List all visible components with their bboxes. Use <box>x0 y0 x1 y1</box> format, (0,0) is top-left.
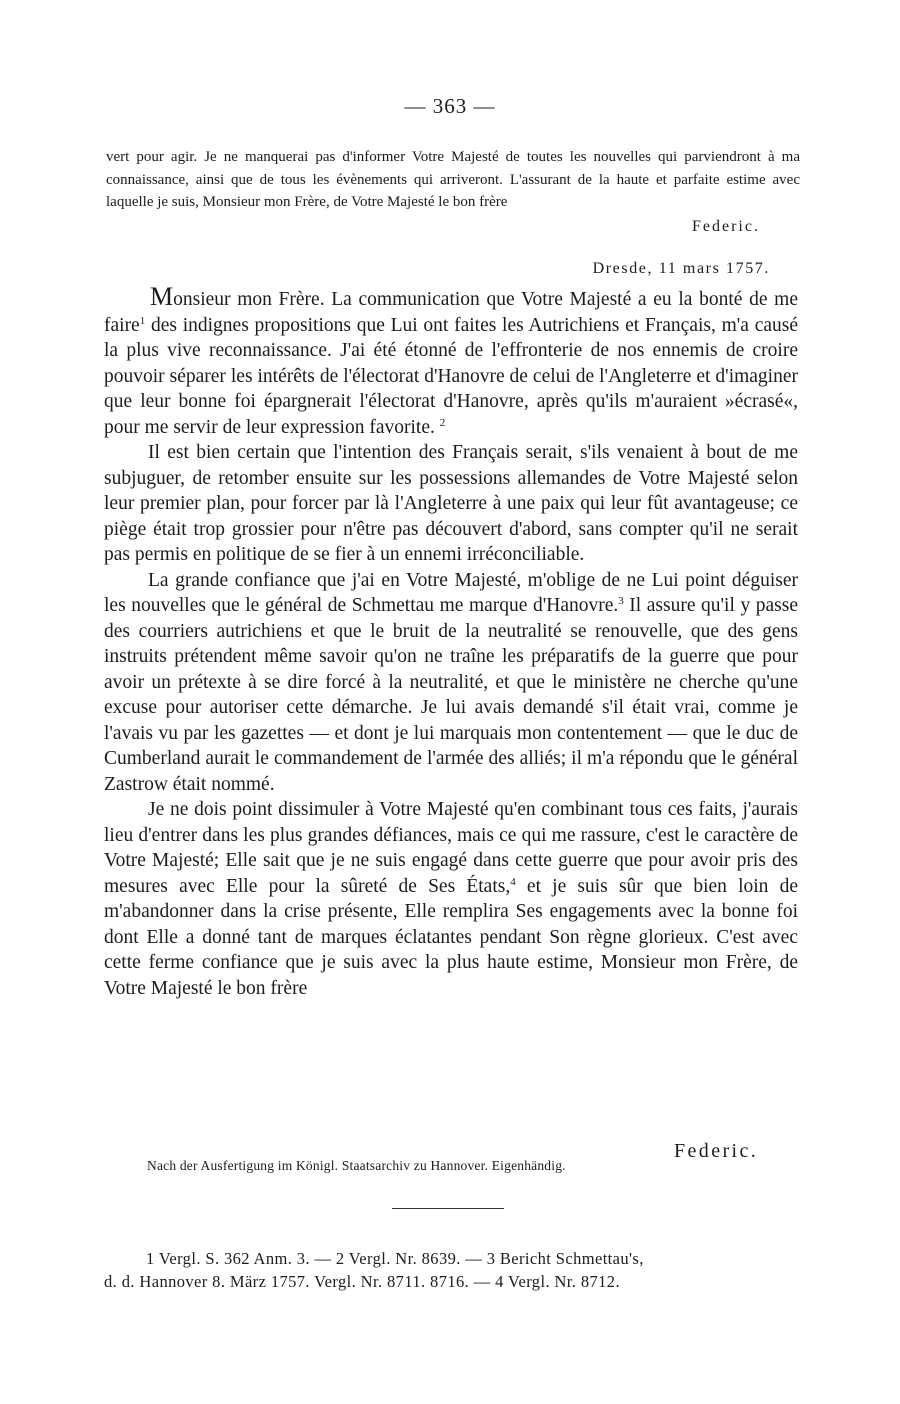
footnote-ref-1: 1 <box>139 314 146 327</box>
footnote-line-2: d. d. Hannover 8. März 1757. Vergl. Nr. 8711. 8716. — 4 Vergl. Nr. 8712. <box>104 1272 620 1291</box>
footnote-ref-3: 3 <box>618 595 624 607</box>
footnote-ref-2: 2 <box>439 416 446 429</box>
paragraph-4 <box>104 797 798 1001</box>
paragraph-1 <box>104 284 798 440</box>
footnotes <box>104 1247 794 1293</box>
salutation: onsieur mon Frère. <box>173 289 325 310</box>
paragraph-4-text-b: et je suis sûr que bien loin de m'abandonner dans la crise présente, Elle remplira Ses engagements avec la bonne foi dont Elle a donné tant de marques éclatantes pendant Son règne glorieux. C'est avec cette ferme confiance que je suis avec la plus haute estime, Monsieur mon Frère, de Votre Majesté le bon frère <box>104 875 798 999</box>
paragraph-3-text-a: La grande confiance que j'ai en Votre Majesté, m'oblige de ne Lui point déguiser les nouvelles que le général de Schmettau me marque d'Hanovre. <box>104 569 798 616</box>
footnote-line-1: 1 Vergl. S. 362 Anm. 3. — 2 Vergl. Nr. 8639. — 3 Bericht Schmettau's, <box>146 1249 644 1268</box>
paragraph-3-text-b: Il assure qu'il y passe des courriers autrichiens et que le bruit de la neutralité se renouvelle, que des gens instruits prétendent même savoir qu'on ne traîne les préparatifs de la guerre que pour avoir un prétexte à se dire forcé à la neutralité, et que le ministère ne cherche qu'une excuse pour autoriser cette démarche. Je lui avais demandé s'il était vrai, comme je l'avais vu par les gazettes — et dont je lui marquais mon contentement — que le duc de Cumberland aurait le commandement de l'armée des alliés; il m'a répondu que le général Zastrow était nommé. <box>104 595 798 795</box>
footnote-separator <box>392 1208 504 1209</box>
paragraph-4-text-a: Je ne dois point dissimuler à Votre Majesté qu'en combinant tous ces faits, j'aurais lieu d'entrer dans les plus grandes défiances, mais ce qui me rassure, c'est le caractère de Votre Majesté; Elle sait que je ne suis engagé dans cette guerre que pour avoir pris des mesures avec Elle pour la sûreté de Ses États, <box>104 799 798 897</box>
previous-letter-closing: vert pour agir. Je ne manquerai pas d'informer Votre Majesté de toutes les nouvelles qui parviendront à ma connaissance, ainsi que de tous les évènements qui arriveront. L'assurant de la haute et parfaite estime avec laquelle je suis, Monsieur mon Frère, de Votre Majesté le bon frère <box>106 149 800 210</box>
previous-letter-signature: Federic. <box>692 218 760 235</box>
paragraph-1-text-a: La communication que Votre Majesté a eu la bonté de me faire <box>104 289 798 336</box>
paragraph-3 <box>104 568 798 798</box>
paragraph-1-text-b: des indignes propositions que Lui ont faites les Autrichiens et Français, m'a causé la plus vive reconnaissance. J'ai été étonné de l'effronterie de nos ennemis de croire pouvoir séparer les intérêts de l'électorat d'Hanovre de celui de l'Angleterre et d'imaginer que leur bonne foi épargnerait l'électorat d'Hanovre, après qu'ils m'auraient »écrasé«, pour me servir de leur expression favorite. <box>104 314 798 438</box>
page-number: — 363 — <box>404 94 496 118</box>
salutation-initial: M <box>150 282 174 311</box>
letter-dateline: Dresde, 11 mars 1757. <box>592 260 770 277</box>
source-note: Nach der Ausfertigung im Königl. Staatsarchiv zu Hannover. Eigenhändig. <box>147 1158 566 1173</box>
footnote-ref-4: 4 <box>510 875 516 888</box>
letter-signature: Federic. <box>674 1140 759 1162</box>
paragraph-2: Il est bien certain que l'intention des Français serait, s'ils venaient à bout de me subjuguer, de retomber ensuite sur les possessions allemandes de Votre Majesté selon leur premier plan, pour forcer par là l'Angleterre à une paix qui leur fût avantageuse; ce piège était trop grossier pour n'être pas découvert d'abord, sans compter qu'il ne serait pas permis en politique de se fier à un ennemi irréconciliable. <box>104 442 798 565</box>
letter-body <box>104 284 798 1001</box>
